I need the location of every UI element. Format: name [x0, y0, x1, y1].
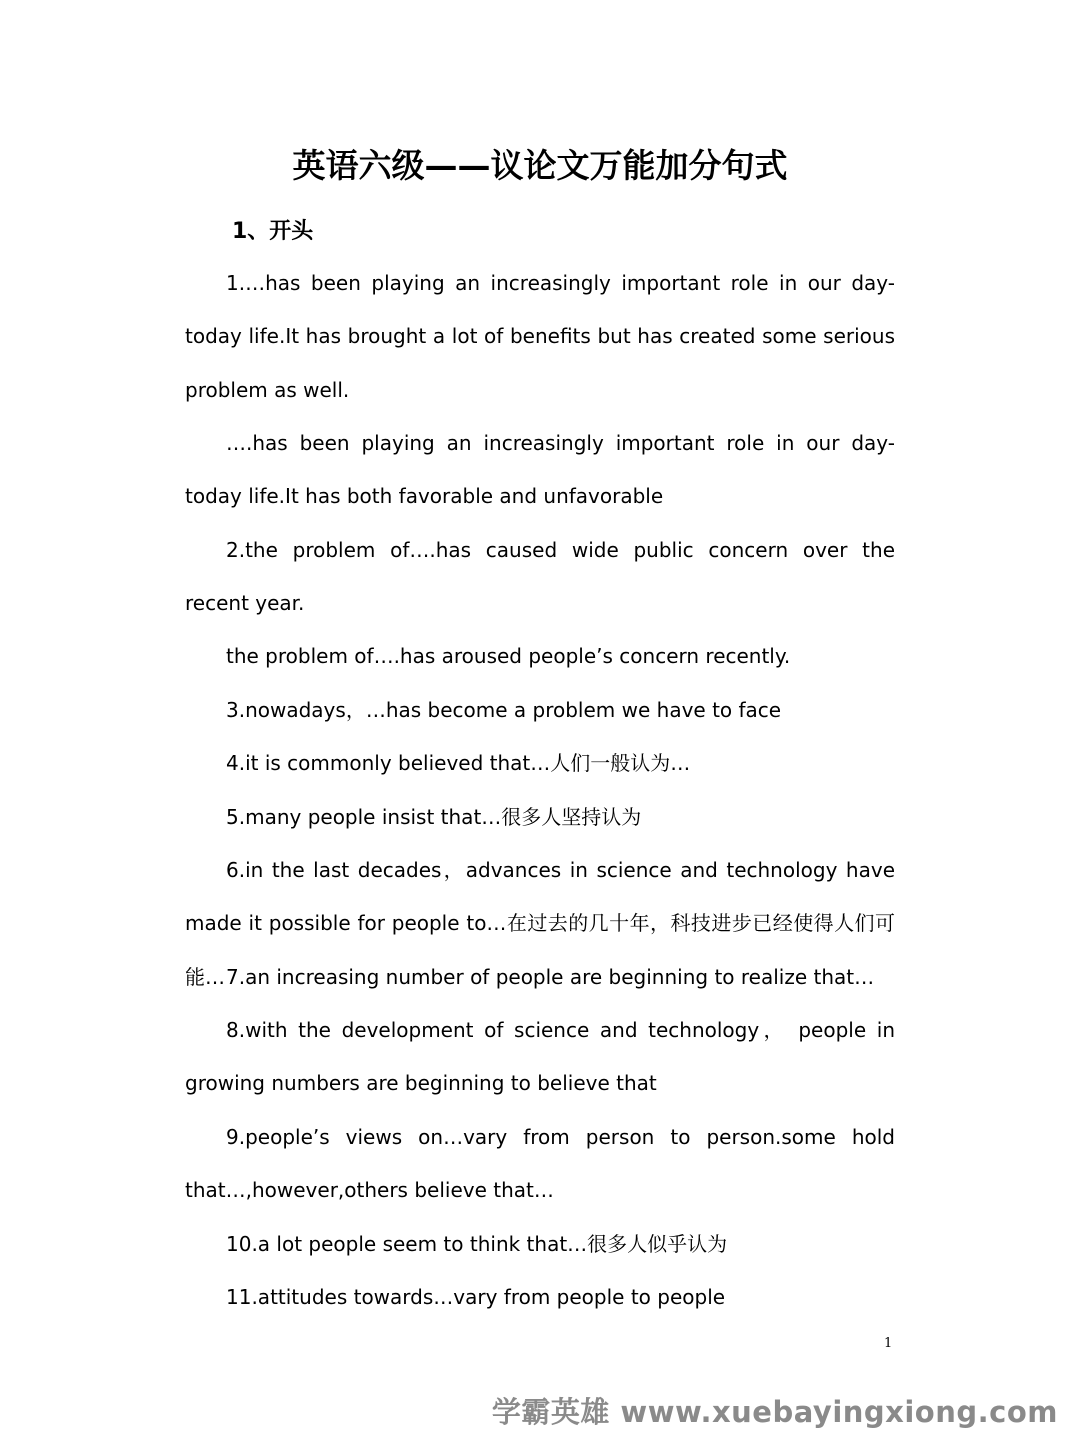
paragraph-1: 1.…has been playing an increasingly important role in our day-today life.It has brought a lot of benefits but has created some serious problem as well. — [185, 271, 895, 402]
paragraph-3: 2.the problem of….has caused wide public concern over the recent year. — [185, 538, 895, 616]
paragraph-4: the problem of….has aroused people’s concern recently. — [226, 644, 791, 668]
watermark-text: 学霸英雄 www.xuebayingxiong.com — [491, 1395, 1058, 1429]
page-title: 英语六级——议论文万能加分句式 — [292, 146, 788, 185]
paragraph-12: 10.a lot people seem to think that…很多人似乎认为 — [226, 1232, 728, 1256]
paragraph-10: 8.with the development of science and technology， people in growing numbers are beginning to believe that — [185, 1018, 895, 1096]
page-number: 1 — [884, 1336, 893, 1351]
paragraph-7: 5.many people insist that…很多人坚持认为 — [226, 805, 642, 829]
paragraph-6: 4.it is commonly believed that…人们一般认为… — [226, 751, 691, 775]
paragraph-11: 9.people’s views on…vary from person to person.some hold that…,however,others believe that… — [185, 1125, 895, 1203]
paragraph-5: 3.nowadays，…has become a problem we have to face — [226, 698, 782, 722]
paragraph-8: 6.in the last decades，advances in science and technology have made it possible for people to…在过去的几十年，科技进步已经使得人们可能… — [185, 858, 895, 989]
section-heading: 1、开头 — [232, 219, 314, 244]
paragraph-9: 7.an increasing number of people are beginning to realize that… — [226, 965, 875, 989]
paragraph-2: ….has been playing an increasingly important role in our day-today life.It has both favorable and unfavorable — [185, 431, 895, 509]
paragraph-13: 11.attitudes towards…vary from people to people — [226, 1285, 726, 1309]
